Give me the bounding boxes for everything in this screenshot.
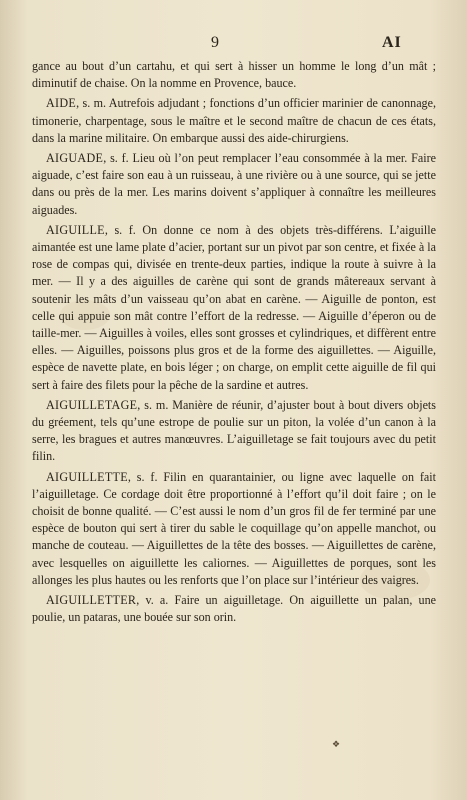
entry-text: , s. f. Lieu où l’on peut remplacer l’eau consommée à la mer. Faire aiguade, c’est faire son eau à un ruisseau, à une rivière ou à une source, qui se jette dans ou près de la mer. Les marins doivent s’appliquer à connaître les meilleures aiguades.	[32, 151, 436, 217]
dictionary-entry-aiguade	[32, 150, 436, 219]
entry-text: , s. f. On donne ce nom à des objets très-différens. L’aiguille aimantée est une lame plate d’acier, portant sur un pivot par son centre, et fixée à la rose de compas qui, divisée en trente-deux parties, indique la route à suivre à la mer. — Il y a des aiguilles de carène qui sont de grands mâtereaux servant à soutenir les mâts d’un vaisseau qu’on abat en carène. — Aiguille de ponton, est celle qui appuie son mât contre l’effort de la redresse. — Aiguille d’éperon ou de taille-mer. — Aiguilles à voiles, elles sont grosses et cylindriques, et diffèrent entre elles. — Aiguilles, poissons plus gros et de la forme des aiguillettes. — Aiguille, espèce de navette plate, en bois léger ; on charge, on emplit cette aiguille de fil qui sert à faire des filets pour la pêche de la sardine et autres.	[32, 222, 436, 392]
dictionary-entry-aiguillette	[32, 469, 436, 589]
entry-text: gance au bout d’un cartahu, et qui sert à hisser un homme le long d’un mât ; diminutif de chaise. On la nomme en Provence, bauce.	[32, 59, 436, 91]
page-number: 9	[211, 34, 219, 51]
running-head: AI	[382, 34, 402, 51]
dictionary-entry-aide	[32, 95, 436, 147]
entry-text: , s. m. Autrefois adjudant ; fonctions d’un officier marinier de canonnage, timonerie, charpentage, sous le maître et le second maître de chacun de ces états, dans la marine militaire. On embarque aussi des aide-chirurgiens.	[32, 96, 436, 145]
dictionary-entry-aiguilletage	[32, 397, 436, 466]
entry-headword: AIGUILLETTE	[46, 469, 128, 484]
entry-headword: AIDE	[46, 96, 77, 111]
entry-text: , v. a. Faire un aiguilletage. On aiguillette un palan, une poulie, un pataras, une bouée sur son orin.	[32, 593, 436, 625]
entry-text: , s. f. Filin en quarantainier, ou ligne avec laquelle on fait l’aiguilletage. Ce cordage doit être proportionné à l’effort qu’il doit faire ; on le choisit de bonne qualité. — C’est aussi le nom d’un gros fil de fer terminé par une espèce de bouton qui sert à tirer du sable le coquillage qu’on appelle manchot, ou manche de couteau. — Aiguillettes de la tête des bosses. — Aiguillettes de carène, avec lesquelles on aiguillette les caliornes. — Aiguillettes de porques, sont les allonges les plus hautes ou les renforts que l’on place sur l’intérieur des vaigres.	[32, 469, 436, 587]
page-header	[0, 34, 467, 54]
entry-headword: AIGUILLETAGE	[46, 397, 138, 412]
entry-headword: AIGUADE	[46, 151, 104, 166]
continued-entry	[32, 58, 436, 92]
dictionary-text	[32, 58, 436, 630]
entry-headword: AIGUILLETTER	[46, 593, 137, 608]
dictionary-entry-aiguilletter	[32, 592, 436, 626]
entry-text: , s. m. Manière de réunir, d’ajuster bout à bout divers objets du gréement, tels qu’une estrope de poulie sur un piton, la volée d’un canon à la serre, les bragues et autres manœuvres. L’aiguilletage se fait toujours avec du petit filin.	[32, 397, 436, 464]
ornament-icon: ❖	[332, 740, 341, 750]
entry-headword: AIGUILLE	[46, 222, 105, 237]
dictionary-entry-aiguille	[32, 222, 436, 394]
